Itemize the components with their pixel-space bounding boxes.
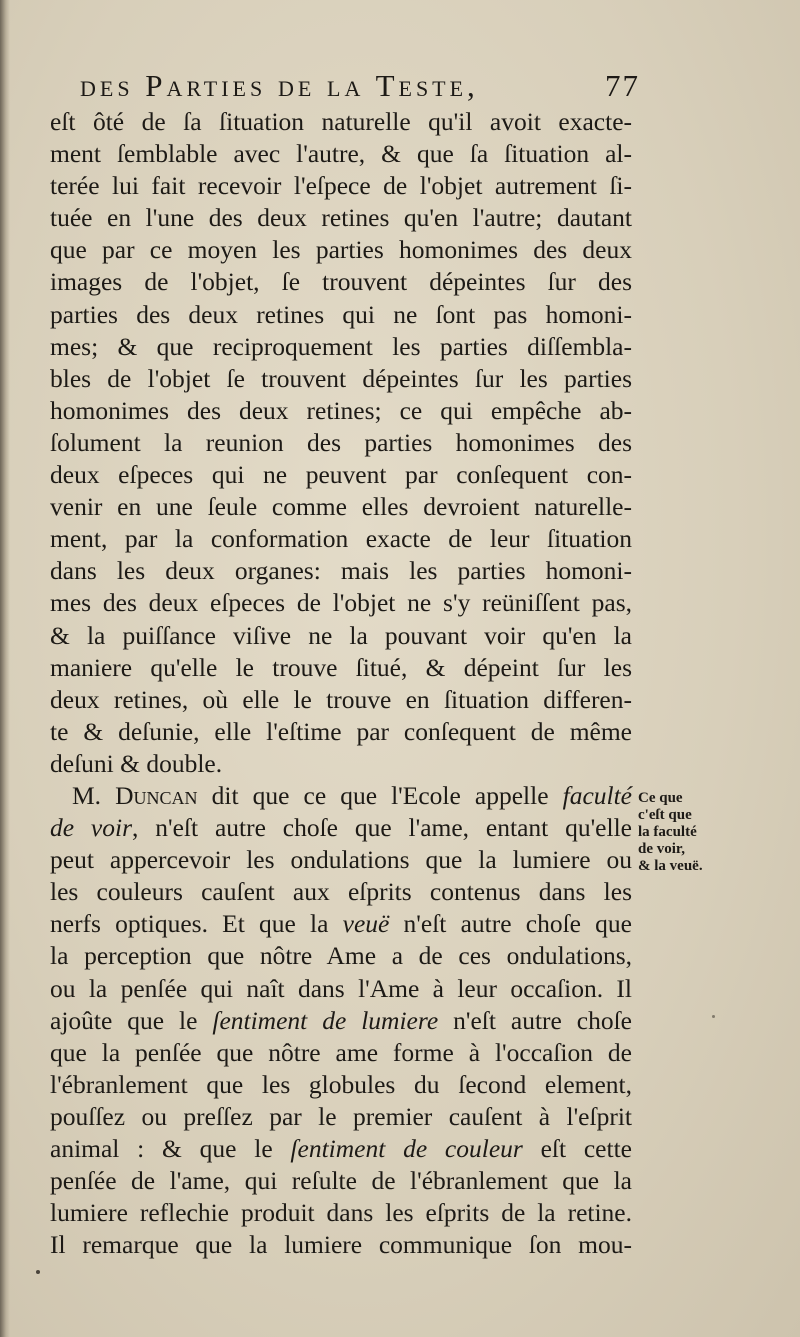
italic-term: de voir — [50, 813, 133, 843]
margin-note-line: c'eſt que — [638, 807, 692, 823]
text-line: images de l'objet, ſe trouvent dépeintes ſur des — [50, 267, 632, 297]
ink-speck — [712, 1015, 715, 1018]
text-line — [50, 908, 632, 940]
text-line: l'ébranlement que les globules du ſecond element, — [50, 1069, 632, 1099]
author-name: Duncan — [115, 780, 198, 810]
text-line: ment ſemblable avec l'autre, & que ſa ſituation al- — [50, 139, 632, 169]
text-line: terée lui fait recevoir l'eſpece de l'objet autrement ſi- — [50, 171, 632, 201]
italic-term: faculté — [562, 780, 632, 810]
running-header — [80, 68, 640, 108]
text-line: homonimes des deux retines; ce qui empêche ab- — [50, 395, 632, 425]
text-line: les couleurs cauſent aux eſprits contenus dans les — [50, 877, 632, 907]
text-line: Il remarque que la lumiere communique ſon mou- — [50, 1230, 632, 1260]
text-line: bles de l'objet ſe trouvent dépeintes ſur les parties — [50, 363, 632, 393]
ink-speck — [36, 1270, 40, 1274]
text-span: ajoûte que le — [50, 1005, 213, 1035]
text-line: dans les deux organes: mais les parties homoni- — [50, 556, 632, 586]
text-line: pouſſez ou preſſez par le premier cauſent à l'eſprit — [50, 1101, 632, 1131]
text-line: ſolument la reunion des parties homonimes des — [50, 427, 632, 457]
italic-term: ſentiment de lumiere — [212, 1005, 439, 1035]
text-line: deux retines, où elle le trouve en ſituation differen- — [50, 684, 632, 714]
page-number: 77 — [605, 68, 640, 103]
text-line: deſuni & double. — [50, 748, 223, 778]
margin-note-line: Ce que — [638, 790, 683, 806]
italic-term: veuë — [342, 909, 390, 939]
text-span: M. — [72, 780, 116, 810]
text-line: & la puiſſance viſive ne la pouvant voir qu'en la — [50, 620, 632, 650]
text-line — [50, 1005, 632, 1037]
main-text — [50, 106, 632, 1261]
text-line: mes; & que reciproquement les parties diſſembla- — [50, 331, 632, 361]
margin-note — [638, 790, 748, 875]
text-span: animal : & que le — [50, 1134, 291, 1163]
text-span: , n'eſt autre choſe que l'ame, entant qu'elle — [132, 813, 632, 843]
text-span: nerfs optiques. Et que la — [50, 909, 343, 939]
text-span: dit que ce que l'Ecole appelle — [197, 780, 563, 810]
page-gutter — [0, 0, 10, 1337]
running-title: des Parties de la Teste, — [80, 68, 479, 103]
margin-note-line: la faculté — [638, 824, 697, 840]
text-line: venir en une ſeule comme elles devroient naturelle- — [50, 492, 632, 522]
text-line: penſée de l'ame, qui reſulte de l'ébranlement que la — [50, 1166, 632, 1196]
text-line: lumiere reflechie produit dans les eſprits de la retine. — [50, 1198, 632, 1228]
text-line: tuée en l'une des deux retines qu'en l'autre; dautant — [50, 203, 632, 233]
italic-term: ſentiment de couleur — [290, 1134, 523, 1163]
text-line: eſt ôté de ſa ſituation naturelle qu'il avoit exacte- — [50, 107, 632, 136]
text-line — [50, 780, 632, 812]
text-span: n'eſt autre choſe — [438, 1005, 632, 1035]
margin-note-line: & la veuë. — [638, 858, 703, 874]
text-line: te & deſunie, elle l'eſtime par conſequent de même — [50, 716, 632, 746]
text-line: que par ce moyen les parties homonimes des deux — [50, 235, 632, 265]
text-line: ment, par la conformation exacte de leur ſituation — [50, 524, 632, 554]
text-line: ou la penſée qui naît dans l'Ame à leur occaſion. Il — [50, 973, 632, 1003]
margin-note-line: de voir, — [638, 841, 685, 857]
text-line: maniere qu'elle le trouve ſitué, & dépeint ſur les — [50, 652, 632, 682]
text-line — [50, 812, 632, 844]
text-line: que la penſée que nôtre ame forme à l'occaſion de — [50, 1037, 632, 1067]
text-span: n'eſt autre choſe que — [389, 909, 632, 939]
text-line — [50, 1133, 632, 1165]
text-line: la perception que nôtre Ame a de ces ondulations, — [50, 941, 632, 971]
text-line: parties des deux retines qui ne ſont pas homoni- — [50, 299, 632, 329]
text-span: eſt cette — [522, 1134, 632, 1163]
text-line: peut appercevoir les ondulations que la lumiere ou — [50, 845, 632, 875]
text-line: mes des deux eſpeces de l'objet ne s'y reüniſſent pas, — [50, 588, 632, 618]
text-line: deux eſpeces qui ne peuvent par conſequent con- — [50, 460, 632, 490]
